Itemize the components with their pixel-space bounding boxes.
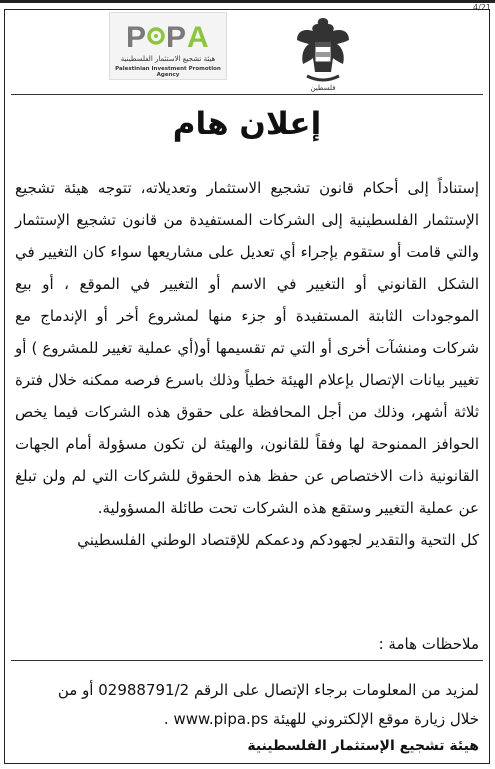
contact-line-2: خلال زيارة موقع الإلكتروني للهيئة www.pipa.ps . — [163, 710, 479, 728]
eagle-emblem-icon — [293, 12, 353, 92]
contact-info — [15, 676, 479, 734]
page-title: إعلان هام — [172, 106, 322, 142]
announcement-frame — [4, 9, 490, 764]
top-border — [0, 0, 495, 3]
svg-text:P: P — [166, 21, 187, 53]
logo-subtitle-ar: هيئة تشجيع الاستثمار الفلسطينية — [120, 55, 216, 63]
divider-top — [11, 94, 483, 95]
page-reference: 4/21 — [473, 3, 491, 12]
body-paragraph: إستناداً إلى أحكام قانون تشجيع الاستثمار وتعديلاته، تتوجه هيئة تشجيع الإستثمار الفلسطينية إلى الشركات المستفيدة من قانون تشجيع الإستثمار والتي قامت أو ستقوم بإجراء أي تعديل على مشاريعها سواء كان التغيير في الشكل القانوني أو التغيير في الاسم أو التغيير في الموقع ، أو بيع الموجودات الثابتة المستفيدة أو جزء منها لمشروع أخر أو الإندماج مع شركات ومنشآت أخرى أو التي تم تقسيمها أو(أي عملية تغيير للمشروع ) أو تغيير بيانات الإتصال بإعلام الهيئة خطياً وذلك باسرع فرصه ممكنه خلال فترة ثلاثة أشهر، وذلك من أجل المحافظة على حقوق هذه الشركات فيما يخص الحوافز الممنوحة لها وفقاً للقانون، والهيئة لن تكون مسؤولة أمام الجهات القانونية ذات الاختصاص عن حفظ هذه الحقوق للشركات التي لم ولن تبلغ عن عملية التغيير وستقع هذه الشركات تحت طائلة المسؤولية. — [15, 179, 479, 517]
logo-mark — [110, 17, 226, 57]
contact-line-1: لمزيد من المعلومات برجاء الإتصال على الرقم 02988791/2 أو من — [57, 681, 479, 699]
logo-subtitle-en: Palestinian Investment Promotion Agency — [115, 66, 221, 78]
pipa-wordmark-icon — [120, 17, 216, 53]
signature: هيئة تشجيع الإستثمار الفلسطينية — [247, 738, 479, 754]
notes-label: ملاحظات هامة : — [378, 635, 479, 653]
palestine-emblem — [293, 12, 353, 92]
svg-text:P: P — [126, 21, 147, 53]
announcement-body — [15, 172, 479, 556]
svg-text:A: A — [187, 21, 209, 53]
closing-line: كل التحية والتقدير لجهودكم ودعمكم للإقتصاد الوطني الفلسطيني — [77, 531, 479, 549]
emblem-label: فلسطين — [310, 84, 336, 92]
pipa-logo — [109, 12, 227, 80]
divider-middle — [11, 660, 483, 661]
header — [5, 10, 489, 92]
